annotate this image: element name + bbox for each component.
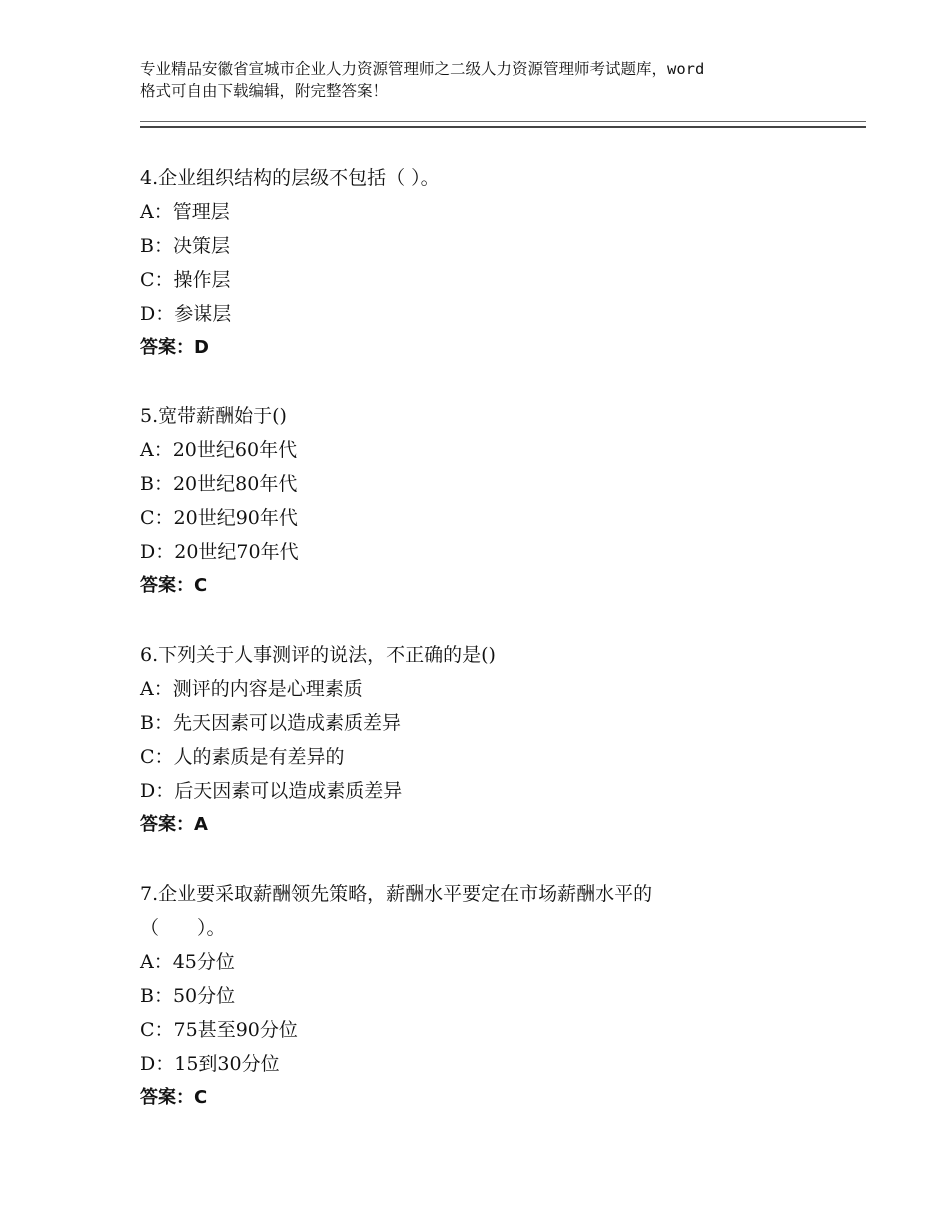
- question-4: [140, 161, 860, 365]
- question-stem: [140, 877, 860, 945]
- option-a: A：测评的内容是心理素质: [140, 678, 363, 700]
- option-d: D：参谋层: [140, 303, 232, 325]
- option-d: D：后天因素可以造成素质差异: [140, 780, 403, 802]
- question-stem-line-2: （ ）。: [140, 917, 226, 939]
- question-stem: 4.企业组织结构的层级不包括（ ）。: [140, 167, 440, 189]
- option-d: D：20世纪70年代: [140, 541, 299, 563]
- option-b: B：50分位: [140, 985, 236, 1007]
- question-stem: 5.宽带薪酬始于(): [140, 405, 287, 427]
- option-c: C：20世纪90年代: [140, 507, 298, 529]
- option-c: C：操作层: [140, 269, 231, 291]
- document-header: [140, 58, 830, 102]
- option-c: C：人的素质是有差异的: [140, 746, 345, 768]
- question-6: [140, 638, 860, 842]
- option-b: B：20世纪80年代: [140, 473, 298, 495]
- answer-label: 答案：C: [140, 575, 208, 596]
- option-a: A：管理层: [140, 201, 230, 223]
- header-title-line-2: 格式可自由下载编辑，附完整答案！: [140, 82, 389, 100]
- option-a: A：45分位: [140, 951, 235, 973]
- option-a: A：20世纪60年代: [140, 439, 298, 461]
- header-title-line-1: 专业精品安徽省宣城市企业人力资源管理师之二级人力资源管理师考试题库，word: [140, 60, 705, 78]
- option-d: D：15到30分位: [140, 1053, 280, 1075]
- question-5: [140, 399, 860, 603]
- option-b: B：先天因素可以造成素质差异: [140, 712, 401, 734]
- question-stem: 6.下列关于人事测评的说法，不正确的是(): [140, 644, 496, 666]
- option-b: B：决策层: [140, 235, 230, 257]
- header-divider: [140, 121, 866, 128]
- option-c: C：75甚至90分位: [140, 1019, 298, 1041]
- question-stem-line-1: 7.企业要采取薪酬领先策略，薪酬水平要定在市场薪酬水平的: [140, 883, 653, 905]
- question-7: [140, 877, 860, 1115]
- answer-label: 答案：C: [140, 1087, 208, 1108]
- answer-label: 答案：D: [140, 337, 209, 358]
- answer-label: 答案：A: [140, 814, 208, 835]
